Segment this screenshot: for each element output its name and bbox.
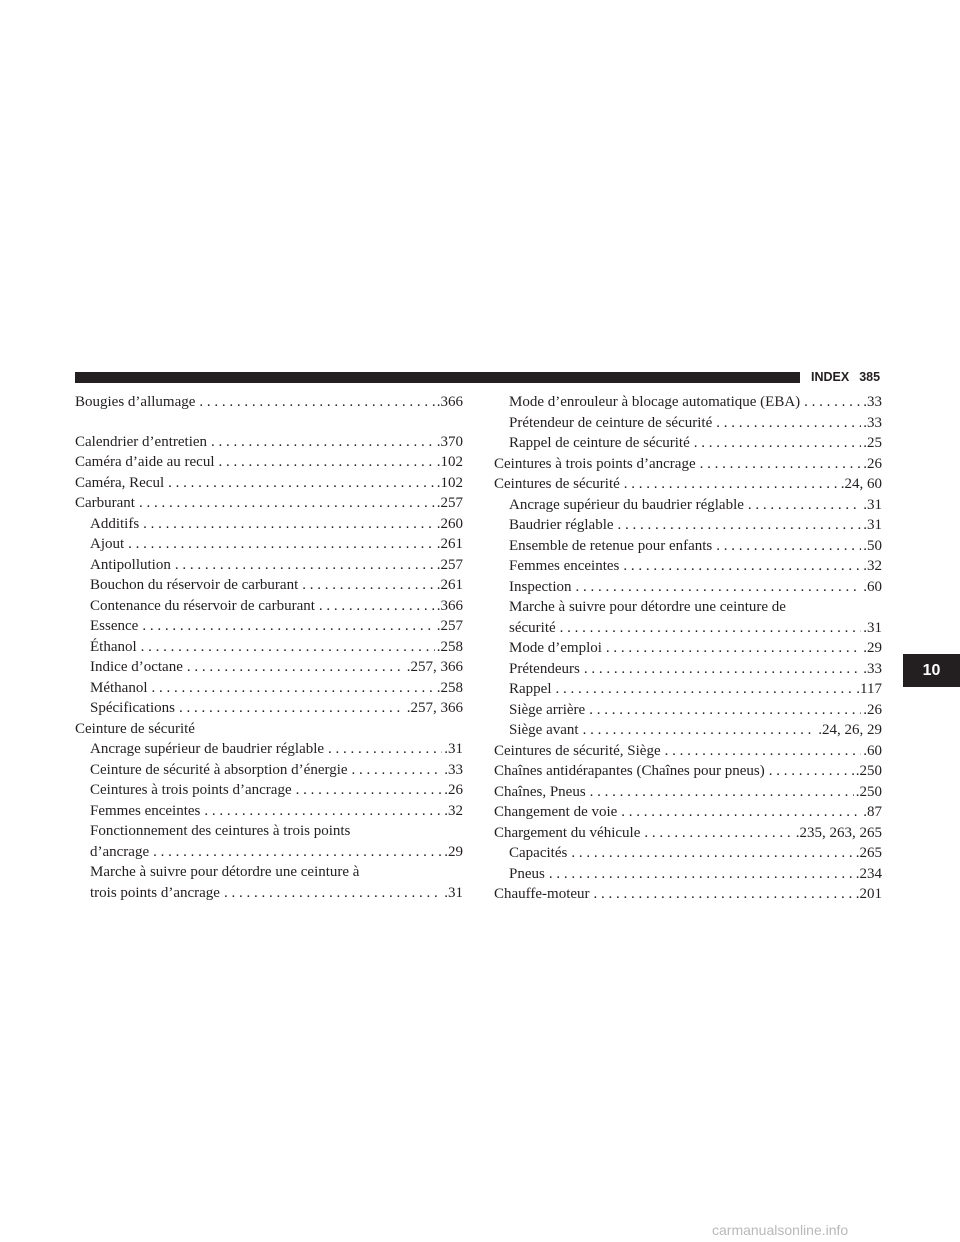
index-term: Mode d’enrouleur à blocage automatique (EBA) bbox=[509, 394, 801, 410]
index-page-ref[interactable]: .26 bbox=[863, 701, 882, 718]
dot-leader bbox=[328, 739, 442, 760]
index-page-ref[interactable]: .234 bbox=[855, 865, 882, 882]
index-entry bbox=[75, 678, 463, 699]
index-term: Rappel de ceinture de sécurité bbox=[509, 435, 690, 451]
dot-leader bbox=[716, 413, 861, 434]
index-page-ref[interactable]: .260 bbox=[436, 515, 463, 532]
dot-leader bbox=[584, 659, 861, 680]
dot-leader bbox=[804, 392, 861, 413]
header-rule bbox=[75, 372, 800, 383]
index-page-ref[interactable]: .261 bbox=[436, 536, 463, 552]
index-page-ref[interactable]: .33 bbox=[863, 394, 882, 410]
index-entry bbox=[494, 864, 882, 885]
index-page-ref[interactable]: .29 bbox=[863, 640, 882, 656]
dot-leader bbox=[665, 741, 862, 762]
index-term: Fonctionnement des ceintures à trois points bbox=[90, 823, 351, 839]
dot-leader bbox=[199, 392, 434, 413]
index-page-ref[interactable]: .33 bbox=[444, 761, 463, 778]
dot-leader bbox=[549, 864, 854, 885]
index-entry bbox=[494, 433, 882, 454]
index-entry bbox=[75, 555, 463, 576]
index-term: Ceintures de sécurité bbox=[494, 476, 620, 492]
index-page-ref[interactable]: .117 bbox=[856, 681, 882, 697]
chapter-number: 10 bbox=[922, 661, 941, 679]
index-page-ref[interactable]: .102 bbox=[436, 474, 463, 491]
index-term: trois points d’ancrage bbox=[90, 884, 220, 901]
index-entry bbox=[494, 761, 882, 782]
index-entry bbox=[75, 698, 463, 719]
index-page-ref[interactable]: .31 bbox=[863, 496, 882, 513]
index-entry bbox=[494, 392, 882, 413]
index-entry bbox=[75, 493, 463, 514]
index-entry bbox=[494, 884, 882, 905]
index-page-ref[interactable]: .87 bbox=[863, 804, 882, 820]
index-term: Prétendeurs bbox=[509, 660, 580, 677]
index-page-ref[interactable]: .31 bbox=[444, 741, 463, 757]
page-number: 385 bbox=[859, 370, 881, 384]
dot-leader bbox=[556, 679, 855, 700]
index-term: Bougies d’allumage bbox=[75, 394, 196, 410]
index-page-ref[interactable]: .32 bbox=[863, 558, 882, 574]
index-term: Spécifications bbox=[90, 700, 175, 716]
index-term: Siège avant bbox=[509, 722, 579, 738]
dot-leader bbox=[211, 432, 435, 453]
index-entry bbox=[75, 575, 463, 596]
dot-leader bbox=[142, 616, 434, 637]
index-entry bbox=[494, 638, 882, 659]
index-entry bbox=[75, 719, 463, 740]
dot-leader bbox=[618, 515, 862, 536]
index-page-ref[interactable]: .366 bbox=[436, 394, 463, 410]
dot-leader bbox=[583, 720, 817, 741]
index-page-ref[interactable]: .33 bbox=[863, 660, 882, 677]
section-title: INDEX bbox=[811, 370, 850, 384]
index-term: Pneus bbox=[509, 865, 545, 882]
index-page-ref[interactable]: .31 bbox=[444, 884, 463, 901]
index-page-ref[interactable]: .29 bbox=[444, 843, 463, 860]
index-entry bbox=[75, 432, 463, 453]
index-entry bbox=[494, 597, 882, 618]
index-entry bbox=[75, 883, 463, 904]
dot-leader bbox=[152, 678, 435, 699]
index-entry bbox=[494, 454, 882, 475]
index-page-ref[interactable]: .60 bbox=[863, 742, 882, 759]
index-term: Femmes enceintes bbox=[509, 558, 620, 574]
index-term: Chaînes, Pneus bbox=[494, 783, 586, 800]
index-page-ref[interactable]: .33 bbox=[863, 414, 882, 431]
index-page-ref[interactable]: .265 bbox=[855, 845, 882, 861]
index-entry bbox=[75, 596, 463, 617]
index-page-ref[interactable]: .257 bbox=[436, 495, 463, 511]
dot-leader bbox=[621, 802, 861, 823]
index-entry bbox=[75, 392, 463, 413]
dot-leader bbox=[302, 575, 434, 596]
index-term: Inspection bbox=[509, 578, 572, 595]
index-entry bbox=[494, 618, 882, 639]
index-term: Indice d’octane bbox=[90, 659, 183, 675]
index-entry bbox=[75, 842, 463, 863]
index-term: Mode d’emploi bbox=[509, 640, 602, 656]
dot-leader bbox=[560, 618, 862, 639]
index-entry bbox=[494, 495, 882, 516]
index-term: Ceinture de sécurité bbox=[75, 720, 195, 737]
dot-leader bbox=[700, 454, 862, 475]
index-entry bbox=[494, 782, 882, 803]
dot-leader bbox=[590, 782, 854, 803]
dot-leader bbox=[143, 514, 435, 535]
dot-leader bbox=[139, 493, 435, 514]
index-entry bbox=[494, 843, 882, 864]
index-page-ref[interactable]: .257, 366 bbox=[406, 659, 463, 675]
index-entry bbox=[75, 739, 463, 760]
index-page-ref[interactable]: .250 bbox=[855, 783, 882, 800]
index-term: Ceintures à trois points d’ancrage bbox=[90, 782, 292, 798]
index-page-ref[interactable]: .31 bbox=[863, 619, 882, 636]
index-page-ref[interactable]: .201 bbox=[855, 886, 882, 902]
index-entry bbox=[494, 679, 882, 700]
index-page-ref[interactable]: .258 bbox=[436, 679, 463, 696]
index-term: Méthanol bbox=[90, 679, 148, 696]
index-term: Rappel bbox=[509, 681, 552, 697]
dot-leader bbox=[128, 534, 435, 555]
index-page-ref[interactable]: .24, 26, 29 bbox=[818, 722, 882, 738]
index-term: Essence bbox=[90, 618, 139, 634]
index-term: Caméra d’aide au recul bbox=[75, 454, 215, 470]
dot-leader bbox=[179, 698, 405, 719]
index-term: Ancrage supérieur du baudrier réglable bbox=[509, 496, 744, 513]
index-term: Marche à suivre pour détordre une ceinture à bbox=[90, 864, 360, 880]
index-term: Calendrier d’entretien bbox=[75, 433, 208, 450]
index-entry bbox=[494, 577, 882, 598]
index-entry bbox=[75, 862, 463, 883]
index-entry bbox=[494, 413, 882, 434]
index-entry bbox=[494, 802, 882, 823]
index-page-ref[interactable]: .102 bbox=[436, 454, 463, 470]
index-page-ref[interactable]: .60 bbox=[863, 578, 882, 595]
index-entry bbox=[494, 659, 882, 680]
index-entry bbox=[75, 534, 463, 555]
dot-leader bbox=[716, 536, 861, 557]
index-page-ref[interactable]: .50 bbox=[863, 537, 882, 554]
index-term: Changement de voie bbox=[494, 804, 618, 820]
index-entry bbox=[494, 741, 882, 762]
index-page-ref[interactable]: .257 bbox=[436, 556, 463, 573]
index-term: Femmes enceintes bbox=[90, 802, 201, 819]
index-page-ref[interactable]: .26 bbox=[444, 782, 463, 798]
dot-leader bbox=[187, 657, 405, 678]
chapter-tab[interactable] bbox=[903, 654, 960, 687]
index-entry bbox=[494, 515, 882, 536]
dot-leader bbox=[694, 433, 862, 454]
index-page-ref[interactable]: .258 bbox=[436, 638, 463, 655]
index-entry bbox=[75, 780, 463, 801]
index-term: Chaînes antidérapantes (Chaînes pour pneus) bbox=[494, 763, 765, 779]
running-header bbox=[811, 368, 880, 386]
index-page-ref[interactable]: .370 bbox=[436, 433, 463, 450]
index-term: Marche à suivre pour détordre une ceinture de bbox=[509, 599, 786, 615]
index-entry bbox=[75, 637, 463, 658]
index-page-ref[interactable]: .25 bbox=[863, 435, 882, 451]
index-entry bbox=[494, 556, 882, 577]
index-term: Siège arrière bbox=[509, 701, 586, 718]
index-term: Capacités bbox=[509, 845, 568, 861]
dot-leader bbox=[748, 495, 861, 516]
dot-leader bbox=[624, 474, 839, 495]
dot-leader bbox=[769, 761, 854, 782]
index-page-ref[interactable]: .31 bbox=[863, 517, 882, 533]
dot-leader bbox=[623, 556, 861, 577]
dot-leader bbox=[219, 452, 435, 473]
index-entry bbox=[494, 536, 882, 557]
index-page-ref[interactable]: .26 bbox=[863, 455, 882, 472]
dot-leader bbox=[571, 843, 853, 864]
dot-leader bbox=[168, 473, 435, 494]
index-term: Ajout bbox=[90, 536, 125, 552]
index-page-ref[interactable]: .257, 366 bbox=[406, 700, 463, 716]
index-term: Bouchon du réservoir de carburant bbox=[90, 577, 299, 593]
index-entry bbox=[75, 616, 463, 637]
index-entry bbox=[75, 801, 463, 822]
index-entry bbox=[75, 760, 463, 781]
index-term: Chauffe-moteur bbox=[494, 886, 590, 902]
index-entry bbox=[75, 514, 463, 535]
index-term: Prétendeur de ceinture de sécurité bbox=[509, 414, 713, 431]
index-entry bbox=[494, 720, 882, 741]
dot-leader bbox=[224, 883, 442, 904]
index-term: sécurité bbox=[509, 619, 556, 636]
index-term: Baudrier réglable bbox=[509, 517, 614, 533]
index-entry bbox=[494, 823, 882, 844]
index-term: Éthanol bbox=[90, 638, 137, 655]
dot-leader bbox=[589, 700, 861, 721]
dot-leader bbox=[319, 596, 435, 617]
dot-leader bbox=[204, 801, 442, 822]
index-entry bbox=[494, 474, 882, 495]
index-page-ref[interactable]: .257 bbox=[436, 618, 463, 634]
index-entry bbox=[75, 452, 463, 473]
dot-leader bbox=[141, 637, 435, 658]
index-term: Contenance du réservoir de carburant bbox=[90, 597, 315, 614]
index-term: d’ancrage bbox=[90, 843, 150, 860]
index-term: Additifs bbox=[90, 515, 140, 532]
index-column-right bbox=[494, 392, 882, 905]
index-page-ref[interactable]: .32 bbox=[444, 802, 463, 819]
dot-leader bbox=[644, 823, 793, 844]
index-column-left bbox=[75, 392, 463, 903]
index-term: Ceintures de sécurité, Siège bbox=[494, 742, 661, 759]
index-term: Ancrage supérieur de baudrier réglable bbox=[90, 741, 325, 757]
index-page-ref[interactable]: .250 bbox=[855, 763, 882, 779]
dot-leader bbox=[352, 760, 443, 781]
dot-leader bbox=[594, 884, 854, 905]
index-term: Caméra, Recul bbox=[75, 474, 165, 491]
index-entry bbox=[75, 473, 463, 494]
dot-leader bbox=[606, 638, 861, 659]
index-term: Antipollution bbox=[90, 556, 171, 573]
dot-leader bbox=[575, 577, 861, 598]
index-page-ref[interactable]: .261 bbox=[436, 577, 463, 593]
dot-leader bbox=[175, 555, 435, 576]
dot-leader bbox=[153, 842, 442, 863]
index-entry bbox=[494, 700, 882, 721]
index-term: Chargement du véhicule bbox=[494, 824, 641, 841]
index-page-ref[interactable]: .24, 60 bbox=[840, 476, 882, 492]
index-term: Carburant bbox=[75, 495, 135, 511]
index-page-ref[interactable]: .235, 263, 265 bbox=[795, 824, 882, 841]
index-entry bbox=[75, 821, 463, 842]
index-term: Ceinture de sécurité à absorption d’énergie bbox=[90, 761, 348, 778]
index-page-ref[interactable]: .366 bbox=[436, 597, 463, 614]
index-term: Ceintures à trois points d’ancrage bbox=[494, 455, 696, 472]
index-term: Ensemble de retenue pour enfants bbox=[509, 537, 713, 554]
index-entry bbox=[75, 657, 463, 678]
dot-leader bbox=[296, 780, 443, 801]
watermark: carmanualsonline.info bbox=[712, 1222, 849, 1238]
